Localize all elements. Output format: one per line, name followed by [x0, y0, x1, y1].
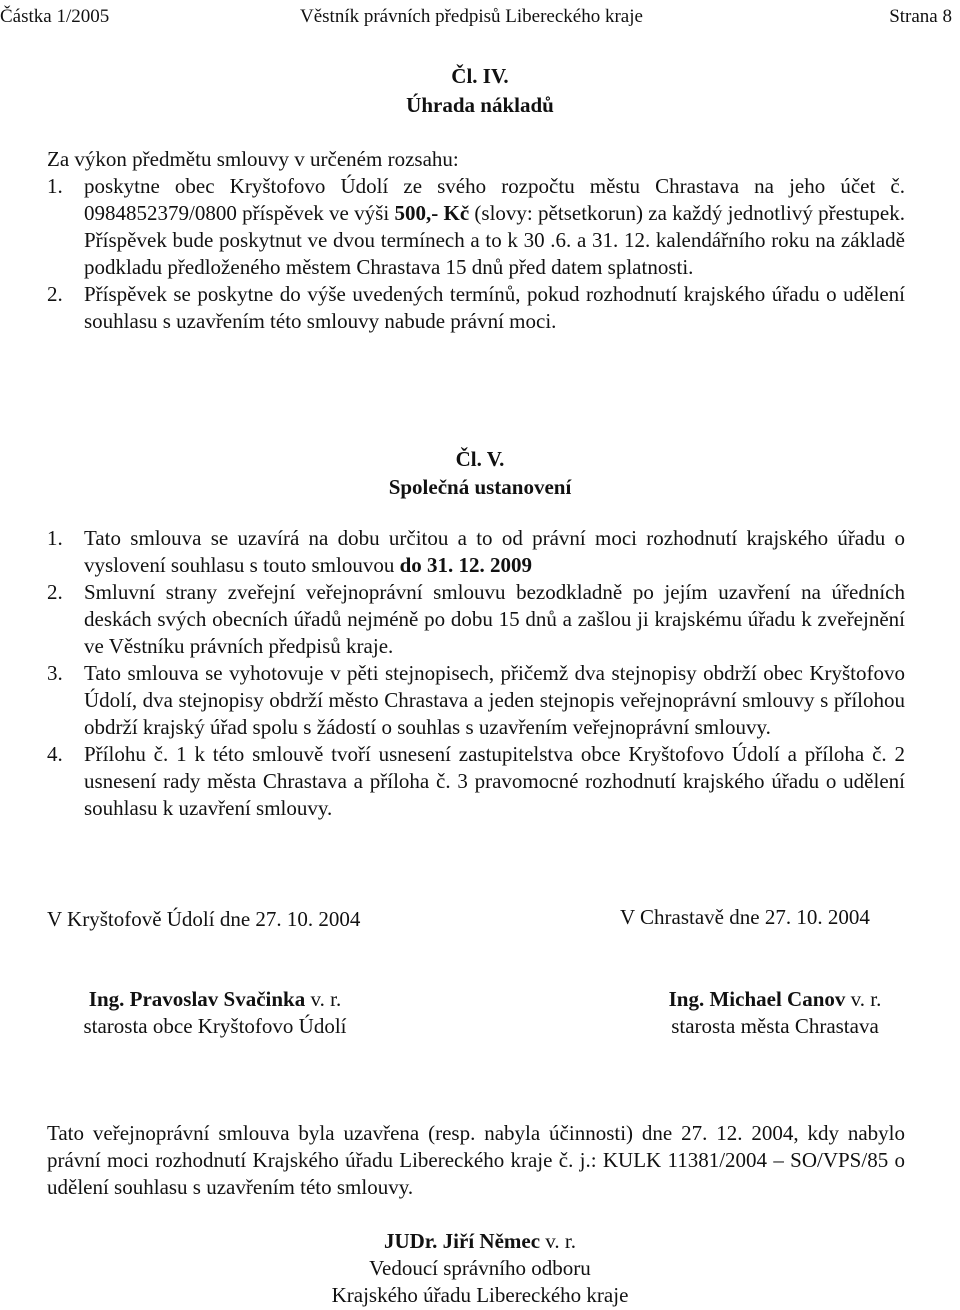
- signing-place-left: V Kryštofově Údolí dne 27. 10. 2004: [47, 907, 361, 931]
- article-5-item-4: [47, 741, 905, 822]
- signer-suffix: v. r.: [845, 987, 882, 1011]
- signing-place-right: V Chrastavě dne 27. 10. 2004: [620, 905, 870, 929]
- item-number: 4.: [47, 742, 63, 766]
- article-4-item-1: [47, 173, 905, 281]
- item-text: Tato smlouva se vyhotovuje v pěti stejnopisech, přičemž dva stejnopisy obdrží obec Kryštofovo Údolí, dva stejnopisy obdrží město Chrastava a jeden stejnopis veřejnoprávní smlouvy s přílohou obdrží krajský úřad spolu s žádostí o souhlas s uzavřením veřejnoprávní smlouvy.: [84, 661, 905, 739]
- signature-right: [580, 986, 960, 1040]
- item-text: Přílohu č. 1 k této smlouvě tvoří usnesení zastupitelstva obce Kryštofovo Údolí a příloha č. 2 usnesení rady města Chrastava a příloha č. 3 pravomocné rozhodnutí krajského úřadu o udělení souhlasu k uzavření smlouvy.: [84, 742, 905, 820]
- article-5-item-2: [47, 579, 905, 660]
- article-5-item-1: [47, 525, 905, 579]
- item-text-cont: (slovy: pětsetkorun) za každý jednotlivý přestupek. Příspěvek bude poskytnut ve dvou termínech a to k 30 .6. a 31. 12. kalendářního roku na základě podkladu předloženého městem Chrastava 15 dnů před datem splatnosti.: [84, 201, 905, 279]
- article-5-title: Společná ustanovení: [388, 475, 572, 499]
- signer-role: starosta města Chrastava: [671, 1014, 879, 1038]
- signer-name: JUDr. Jiří Němec: [383, 1229, 541, 1253]
- item-text: Příspěvek se poskytne do výše uvedených termínů, pokud rozhodnutí krajského úřadu o udělení souhlasu s uzavřením této smlouvy nabude právní moci.: [84, 282, 905, 333]
- closing-note: Tato veřejnoprávní smlouva byla uzavřena (resp. nabyla účinnosti) dne 27. 12. 2004, kdy nabylo právní moci rozhodnutí Krajského úřadu Libereckého kraje č. j.: KULK 11381/2004 – SO/VPS/85 o udělení souhlasu s uzavřením této smlouvy.: [47, 1121, 905, 1199]
- issue-number: Částka 1/2005: [0, 6, 110, 27]
- item-number: 2.: [47, 580, 63, 604]
- article-5-heading: Čl. V.: [455, 447, 505, 471]
- signer-name: Ing. Michael Canov: [668, 987, 846, 1011]
- item-text: poskytne obec Kryštofovo Údolí ze svého rozpočtu městu Chrastava na jeho účet č. 0984852379/0800 příspěvek ve výši: [84, 174, 905, 225]
- item-number: 3.: [47, 661, 63, 685]
- signer-suffix: v. r.: [305, 987, 342, 1011]
- validity-date: do 31. 12. 2009: [399, 553, 533, 577]
- item-text: Smluvní strany zveřejní veřejnoprávní smlouvu bezodkladně po jejím uzavření na úředních deskách svých obecních úřadů nejméně po dobu 15 dnů a zašlou ji krajskému úřadu k zveřejnění ve Věstníku právních předpisů kraje.: [84, 580, 905, 658]
- article-4-heading: Čl. IV.: [451, 64, 509, 88]
- journal-title: Věstník právních předpisů Libereckého kraje: [300, 6, 643, 27]
- contribution-amount: 500,- Kč: [394, 201, 470, 225]
- signer-suffix: v. r.: [540, 1229, 577, 1253]
- item-number: 2.: [47, 282, 63, 306]
- article-4-item-2: [47, 281, 905, 335]
- signer-organization: Krajského úřadu Libereckého kraje: [331, 1283, 629, 1307]
- signature-left: [20, 986, 410, 1040]
- signer-role: starosta obce Kryštofovo Údolí: [83, 1014, 347, 1038]
- article-4-title: Úhrada nákladů: [406, 93, 554, 117]
- signer-name: Ing. Pravoslav Svačinka: [88, 987, 306, 1011]
- closing-signature: [280, 1228, 680, 1309]
- article-4-intro: Za výkon předmětu smlouvy v určeném rozsahu:: [47, 147, 459, 171]
- article-5-item-3: [47, 660, 905, 741]
- item-number: 1.: [47, 174, 63, 198]
- item-text: Tato smlouva se uzavírá na dobu určitou a to od právní moci rozhodnutí krajského úřadu o vyslovení souhlasu s touto smlouvou: [84, 526, 905, 577]
- article-4-body: [47, 146, 905, 335]
- page-header: [0, 3, 958, 29]
- item-number: 1.: [47, 526, 63, 550]
- page-number: Strana 8: [889, 6, 952, 27]
- article-5-body: [47, 525, 905, 822]
- signer-role: Vedoucí správního odboru: [369, 1256, 591, 1280]
